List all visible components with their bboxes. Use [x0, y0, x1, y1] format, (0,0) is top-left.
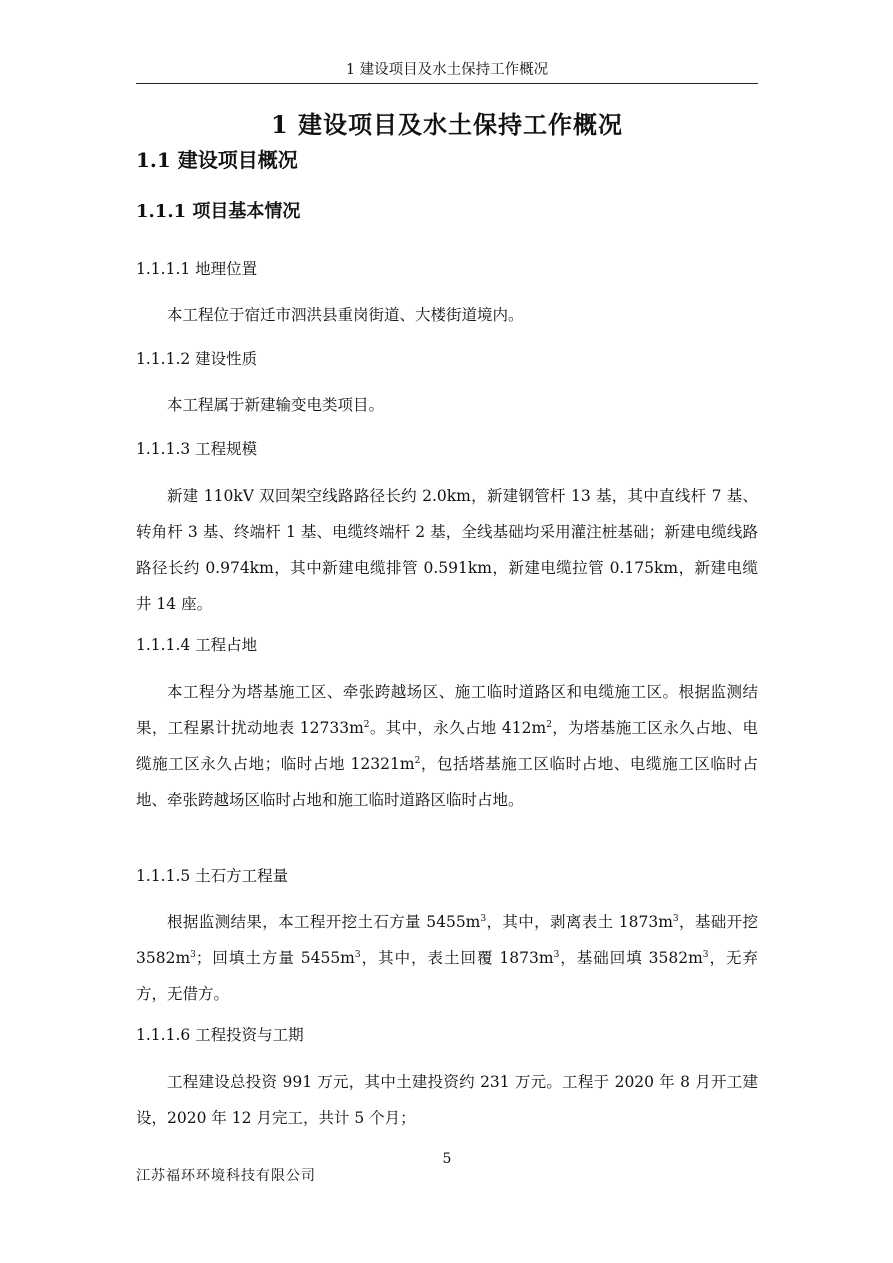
item-text-investment: 工程建设总投资 991 万元，其中土建投资约 231 万元。工程于 2020 年 8 月开工建设，2020 年 12 月完工，共计 5 个月； — [136, 1073, 758, 1127]
item-heading-scale: 1.1.1.3 工程规模 — [136, 440, 258, 458]
item-heading-earthwork: 1.1.1.5 土石方工程量 — [136, 867, 289, 885]
chapter-title: 1 建设项目及水土保持工作概况 — [270, 110, 624, 139]
item-text-scale: 新建 110kV 双回架空线路路径长约 2.0km，新建钢管杆 13 基，其中直线杆 7 基、转角杆 3 基、终端杆 1 基、电缆终端杆 2 基，全线基础均采用灌注桩基础；新建电缆线路路径长约 0.974km，其中新建电缆排管 0.591km，新建电缆拉管 0.175km，新建电缆井 14 座。 — [136, 487, 758, 613]
section-title: 1.1 建设项目概况 — [136, 148, 298, 172]
subsection-title: 1.1.1 项目基本情况 — [136, 201, 301, 222]
item-text-earthwork: 根据监测结果，本工程开挖土石方量 $5455m^3$，其中，剥离表土 $1873m^3$，基础开挖 $3582m^3$；回填土方量 $5455m^3$，其中，表土回覆 $1873m^3$，基础回填 $3582m^3$，无弃方，无借方。 — [136, 913, 758, 1003]
item-heading-nature: 1.1.1.2 建设性质 — [136, 350, 258, 368]
item-heading-land: 1.1.1.4 工程占地 — [136, 636, 258, 654]
item-text-location: 本工程位于宿迁市泗洪县重岗街道、大楼街道境内。 — [167, 306, 524, 324]
header-rule — [136, 83, 758, 84]
item-text-nature: 本工程属于新建输变电类项目。 — [167, 396, 385, 414]
page-number: 5 — [442, 1151, 452, 1167]
footer-company: 江苏福环环境科技有限公司 — [136, 1168, 316, 1184]
item-heading-investment: 1.1.1.6 工程投资与工期 — [136, 1026, 304, 1044]
item-heading-location: 1.1.1.1 地理位置 — [136, 260, 258, 278]
running-header: 1 建设项目及水土保持工作概况 — [345, 62, 549, 78]
item-text-land: 本工程分为塔基施工区、牵张跨越场区、施工临时道路区和电缆施工区。根据监测结果，工程累计扰动地表 $12733m^2$。其中，永久占地 $412m^2$，为塔基施工区永久占地、电缆施工区永久占地；临时占地 $12321m^2$，包括塔基施工区临时占地、电缆施工区临时占地、牵张跨越场区临时占地和施工临时道路区临时占地。 — [136, 683, 758, 809]
